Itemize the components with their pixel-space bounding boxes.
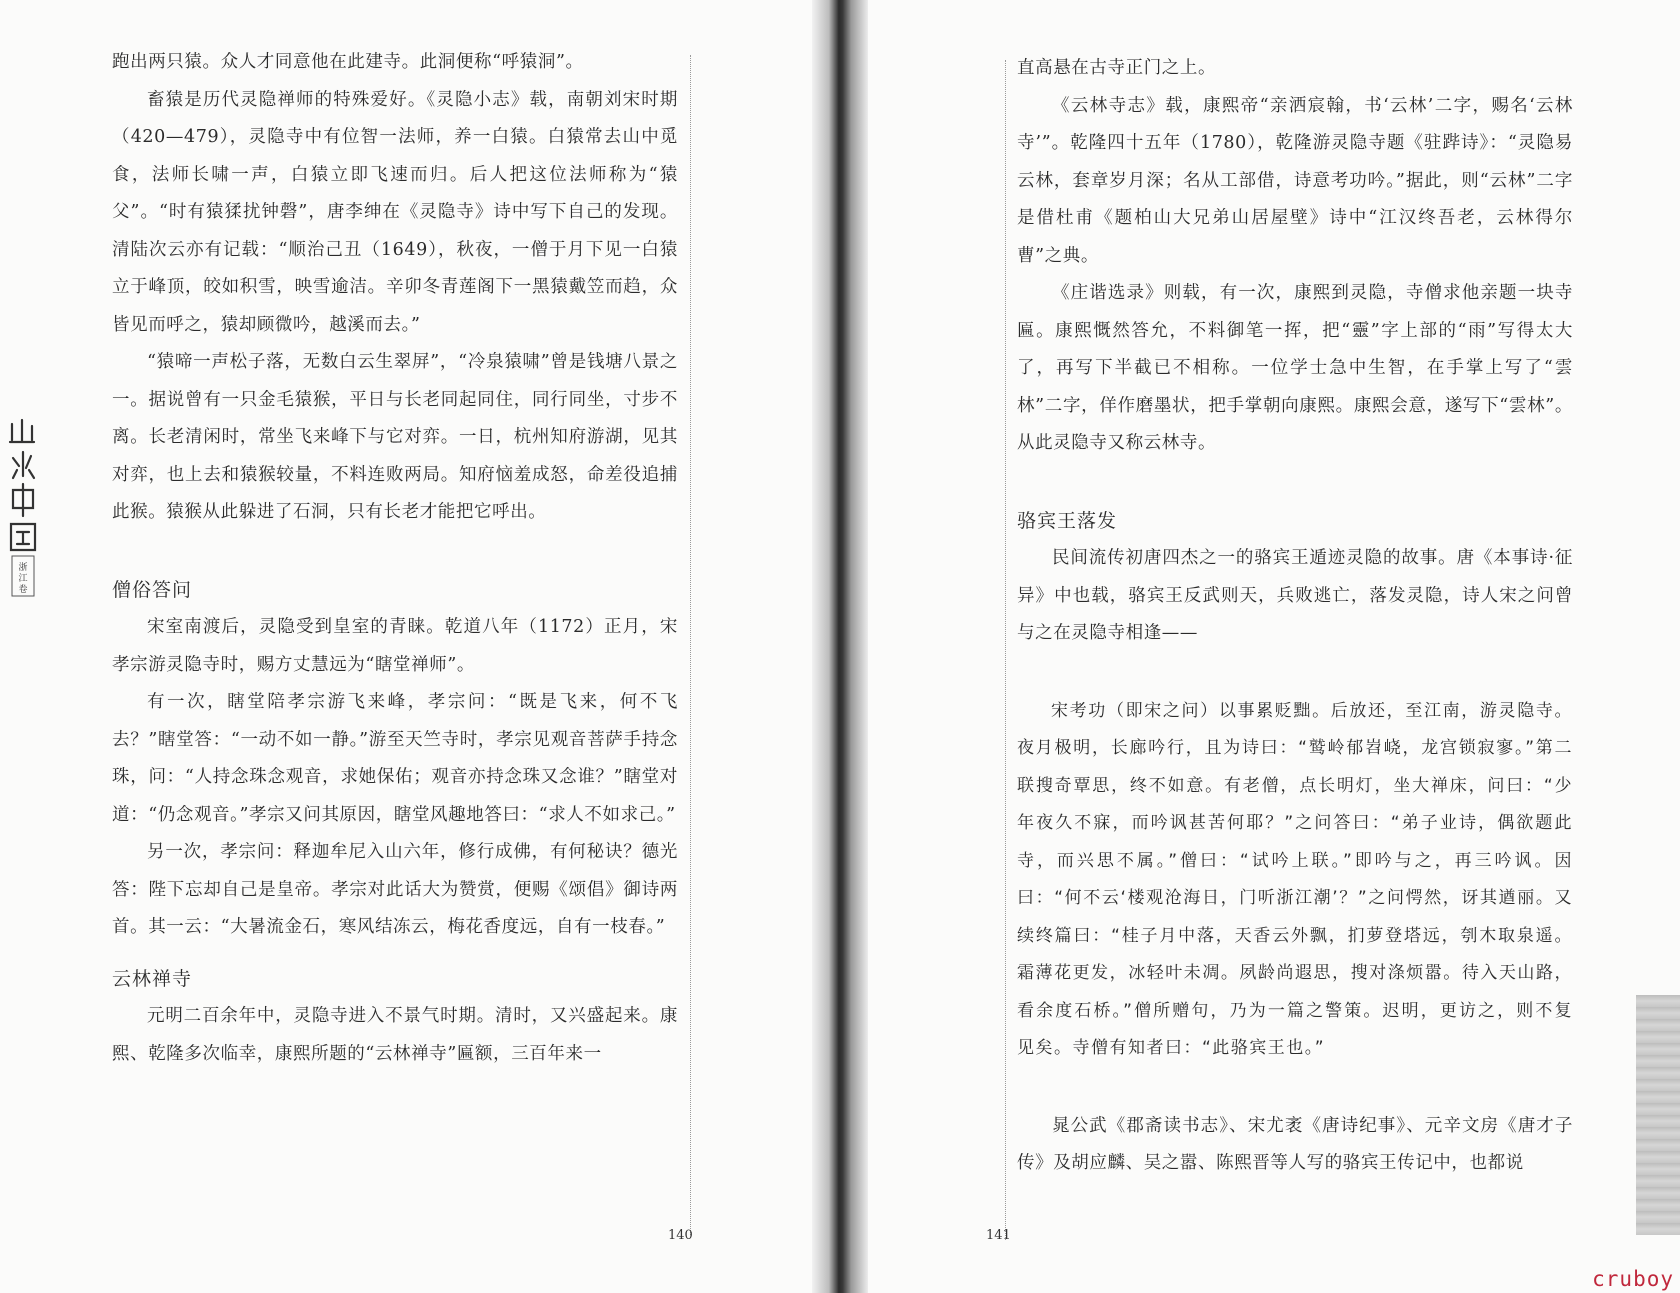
paragraph: 畜猿是历代灵隐禅师的特殊爱好。《灵隐小志》载，南朝刘宋时期（420—479），灵隐寺中有位智一法师，养一白猿。白猿常去山中觅食，法师长啸一声，白猿立即飞速而归。后人把这位法师称为“猿父”。“时有猿猱扰钟磬”，唐李绅在《灵隐寺》诗中写下自己的发现。清陆次云亦有记载：“顺治己丑（1649），秋夜，一僧于月下见一白猿立于峰顶，皎如积雪，映雪逾洁。辛卯冬青莲阁下一黑猿戴笠而趋，众皆见而呼之，猿却顾微吟，越溪而去。” [112, 89, 678, 335]
paragraph: 跑出两只猿。众人才同意他在此建寺。此洞便称“呼猿洞”。 [112, 52, 584, 72]
paragraph: 直高悬在古寺正门之上。 [1017, 58, 1217, 78]
left-page-text [112, 44, 678, 1073]
paragraph: 宋室南渡后，灵隐受到皇室的青睐。乾道八年（1172）正月，宋孝宗游灵隐寺时，赐方丈慧远为“瞎堂禅师”。 [112, 617, 678, 675]
paragraph: 另一次，孝宗问：释迦牟尼入山六年，修行成佛，有何秘诀？德光答：陛下忘却自己是皇帝。孝宗对此话大为赞赏，便赐《颂倡》御诗两首。其一云：“大暑流金石，寒风结冻云，梅花香度远，自有一枝春。” [112, 842, 678, 937]
right-margin-rule [1005, 60, 1006, 1240]
book-gutter [812, 0, 868, 1293]
right-page-text [1017, 50, 1573, 1183]
svg-text:卷: 卷 [18, 585, 28, 595]
series-logo [4, 418, 42, 598]
paragraph: 有一次，瞎堂陪孝宗游飞来峰，孝宗问：“既是飞来，何不飞去？”瞎堂答：“一动不如一静。”游至天竺寺时，孝宗见观音菩萨手持念珠，问：“人持念珠念观音，求她保佑；观音亦持念珠又念谁？”瞎堂对道：“仍念观音。”孝宗又问其原因，瞎堂风趣地答曰：“求人不如求己。” [112, 692, 678, 825]
page-number: 140 [668, 1228, 693, 1243]
page-number: 141 [986, 1228, 1011, 1243]
paragraph: 元明二百余年中，灵隐寺进入不景气时期。清时，又兴盛起来。康熙、乾隆多次临幸，康熙所题的“云林禅寺”匾额，三百年来一 [112, 1006, 678, 1064]
paragraph: 《云林寺志》载，康熙帝“亲洒宸翰，书‘云林’二字，赐名‘云林寺’”。乾隆四十五年（1780），乾隆游灵隐寺题《驻跸诗》：“灵隐易云林，套章岁月深；名从工部借，诗意考功吟。”据此，则“云林”二字是借杜甫《题柏山大兄弟山居屋壁》诗中“江汉终吾老，云林得尔曹”之典。 [1017, 95, 1573, 266]
svg-text:浙: 浙 [18, 563, 28, 573]
section-heading: 僧俗答问 [112, 578, 193, 601]
watermark: cruboy [1592, 1267, 1674, 1291]
svg-text:江: 江 [18, 574, 28, 584]
paragraph: 《庄谐选录》则载，有一次，康熙到灵隐，寺僧求他亲题一块寺匾。康熙慨然答允，不料御笔一挥，把“靈”字上部的“雨”写得太大了，再写下半截已不相称。一位学士急中生智，在手掌上写了“雲林”二字，佯作磨墨状，把手掌朝向康熙。康熙会意，遂写下“雲林”。从此灵隐寺又称云林寺。 [1017, 283, 1573, 453]
paragraph: 晁公武《郡斋读书志》、宋尤袤《唐诗纪事》、元辛文房《唐才子传》及胡应麟、吴之嚣、陈熙晋等人写的骆宾王传记中，也都说 [1017, 1115, 1573, 1173]
section-heading: 骆宾王落发 [1017, 509, 1118, 532]
section-heading: 云林禅寺 [112, 967, 193, 990]
left-margin-rule [690, 55, 691, 1235]
scan-edge-mark [1636, 995, 1680, 1235]
paragraph: 民间流传初唐四杰之一的骆宾王遁迹灵隐的故事。唐《本事诗·征异》中也载，骆宾王反武则天，兵败逃亡，落发灵隐，诗人宋之问曾与之在灵隐寺相逢—— [1017, 548, 1573, 643]
block-quote: 宋考功（即宋之问）以事累贬黜。后放还，至江南，游灵隐寺。夜月极明，长廊吟行，且为诗曰：“鹫岭郁岧峣，龙宫锁寂寥。”第二联搜奇覃思，终不如意。有老僧，点长明灯，坐大禅床，问曰：“少年夜久不寐，而吟讽甚苦何耶？”之问答曰：“弟子业诗，偶欲题此寺，而兴思不属。”僧曰：“试吟上联。”即吟与之，再三吟讽。因曰：“何不云‘楼观沧海日，门听浙江潮’？”之问愕然，讶其遒丽。又续终篇曰：“桂子月中落，天香云外飘，扪萝登塔远，刳木取泉遥。霜薄花更发，冰轻叶未凋。夙龄尚遐思，搜对涤烦嚣。待入天山路，看余度石桥。”僧所赠句，乃为一篇之警策。迟明，更访之，则不复见矣。寺僧有知者曰：“此骆宾王也。” [1017, 700, 1573, 1058]
paragraph: “猿啼一声松子落，无数白云生翠屏”，“冷泉猿啸”曾是钱塘八景之一。据说曾有一只金毛猿猴，平日与长老同起同住，同行同坐，寸步不离。长老清闲时，常坐飞来峰下与它对弈。一日，杭州知府游湖，见其对弈，也上去和猿猴较量，不料连败两局。知府恼羞成怒，命差役追捕此猴。猿猴从此躲进了石洞，只有长老才能把它呼出。 [112, 352, 678, 522]
